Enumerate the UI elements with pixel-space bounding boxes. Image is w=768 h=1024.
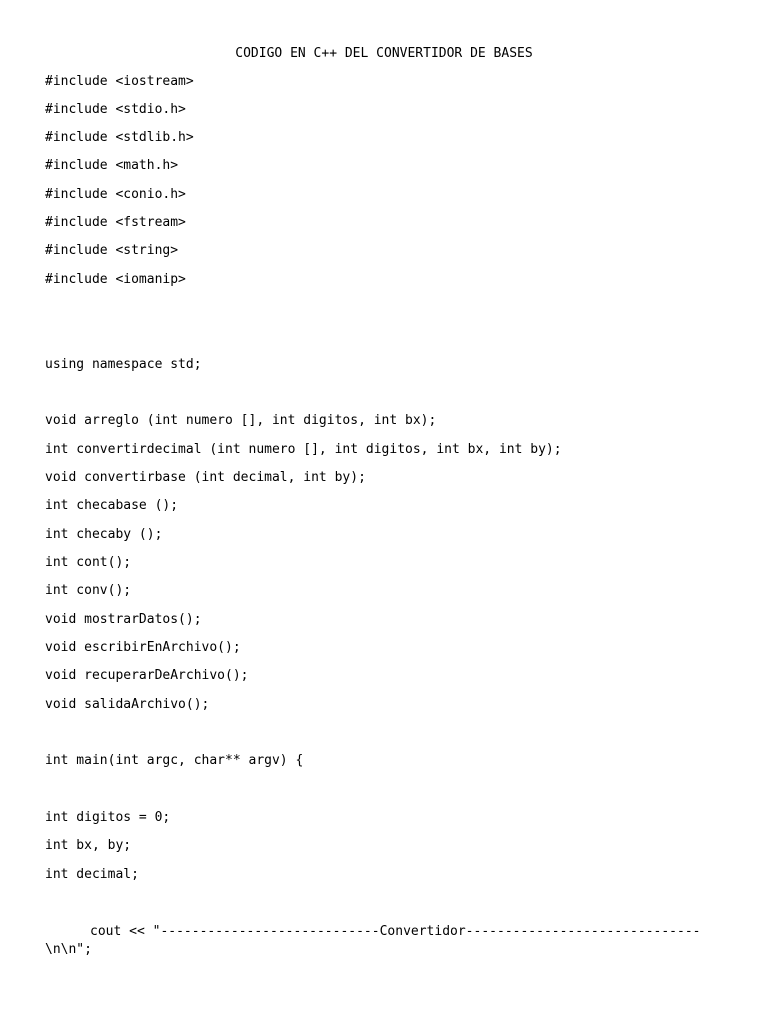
code-line-include: #include <stdlib.h>	[45, 130, 194, 145]
code-line-declaration: int bx, by;	[45, 838, 132, 853]
code-line-prototype: int checabase ();	[45, 498, 179, 513]
code-line-prototype: void convertirbase (int decimal, int by);	[45, 470, 366, 485]
code-line-prototype: int cont();	[45, 555, 132, 570]
code-line-include: #include <iomanip>	[45, 272, 186, 287]
code-line-prototype: void recuperarDeArchivo();	[45, 668, 249, 683]
code-line-include: #include <math.h>	[45, 158, 179, 173]
document-title: CODIGO EN C++ DEL CONVERTIDOR DE BASES	[235, 46, 533, 61]
code-line-declaration: int digitos = 0;	[45, 810, 171, 825]
code-line-using: using namespace std;	[45, 357, 202, 372]
code-line-main: int main(int argc, char** argv) {	[45, 753, 304, 768]
code-line-declaration: int decimal;	[45, 867, 139, 882]
code-line-prototype: int checaby ();	[45, 527, 163, 542]
code-line-prototype: void mostrarDatos();	[45, 612, 202, 627]
code-line-prototype: void escribirEnArchivo();	[45, 640, 241, 655]
code-line-include: #include <iostream>	[45, 74, 194, 89]
code-line-prototype: int convertirdecimal (int numero [], int digitos, int bx, int by);	[45, 442, 562, 457]
code-line-include: #include <fstream>	[45, 215, 186, 230]
code-line-include: #include <string>	[45, 243, 179, 258]
code-line-prototype: void salidaArchivo();	[45, 697, 210, 712]
code-line-cout-continuation: \n\n";	[45, 942, 92, 957]
code-line-prototype: int conv();	[45, 583, 132, 598]
code-line-include: #include <conio.h>	[45, 187, 186, 202]
code-line-cout: cout << "----------------------------Convertidor------------------------------	[90, 924, 701, 939]
code-line-prototype: void arreglo (int numero [], int digitos, int bx);	[45, 413, 437, 428]
code-line-include: #include <stdio.h>	[45, 102, 186, 117]
